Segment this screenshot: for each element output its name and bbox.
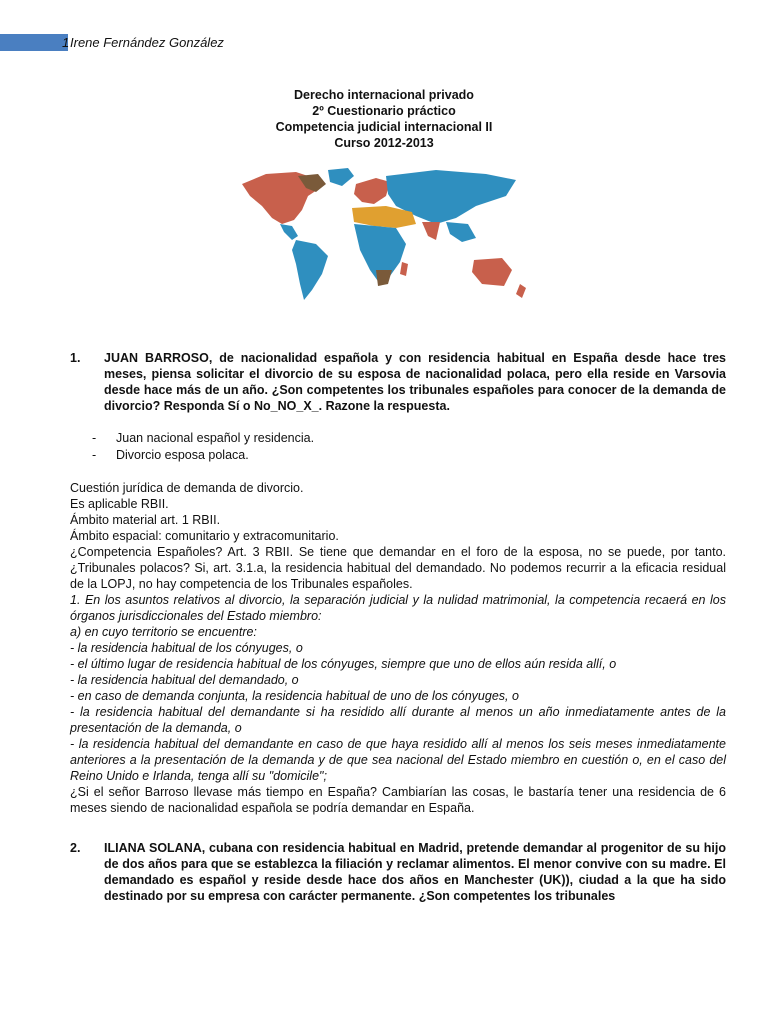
map-australia: [472, 258, 512, 286]
title-line-questionnaire: 2º Cuestionario práctico: [312, 104, 456, 118]
body-line: ¿Competencia Españoles? Art. 3 RBII. Se tiene que demandar en el foro de la esposa, no se puede, por tanto. ¿Tribunales polacos? Si, art. 3.1.a, la residencia habitual del demandado. No podemos recurrir a la eficacia residual de la LOPJ, no hay competencia de los Tribunales españoles.: [70, 545, 726, 591]
body-line-quote: - la residencia habitual de los cónyuges, o: [70, 641, 303, 655]
question-1-number: 1.: [70, 351, 81, 365]
map-india: [422, 222, 440, 240]
map-se-asia: [446, 222, 476, 242]
body-line-quote: - la residencia habitual del demandante si ha residido allí durante al menos un año inmediatamente antes de la presentación de la demanda, o: [70, 705, 726, 735]
map-southern-africa: [376, 270, 392, 286]
map-south-america: [292, 240, 328, 300]
header-accent-bar: [0, 34, 68, 51]
map-new-zealand: [516, 284, 526, 298]
body-line: ¿Si el señor Barroso llevase más tiempo en España? Cambiarían las cosas, le bastaría tener una residencia de 6 meses siendo de nacionalidad española se podría demandar en España.: [70, 785, 726, 815]
body-line: Ámbito espacial: comunitario y extracomunitario.: [70, 529, 339, 543]
question-2-number: 2.: [70, 841, 81, 855]
body-line: Ámbito material art. 1 RBII.: [70, 513, 221, 527]
question-2-text: ILIANA SOLANA, cubana con residencia habitual en Madrid, pretende demandar al progenitor de su hijo de dos años para que se establezca la filiación y reclamar alimentos. El menor convive con su madre. El demandado es español y reside desde hace dos años en Manchester (UK)), ciudad a la que ha sido destinado por su empresa con carácter permanente. ¿Son competentes los tribunales: [104, 841, 726, 903]
page-number: 1: [62, 35, 70, 50]
question-2: [70, 840, 726, 904]
question-1-text: JUAN BARROSO, de nacionalidad española y con residencia habitual en España desde hace tres meses, piensa solicitar el divorcio de su esposa de nacionalidad polaca, pero ella reside en Varsovia desde hace más de un año. ¿Son competentes los tribunales españoles para conocer de la demanda de divorcio? Responda Sí o No_NO_X_. Razone la respuesta.: [104, 351, 726, 413]
body-line-quote: - el último lugar de residencia habitual de los cónyuges, siempre que uno de ellos aún resida allí, o: [70, 657, 617, 671]
map-greenland: [328, 168, 354, 186]
world-map-image: [236, 166, 532, 306]
author-name: Irene Fernández González: [70, 35, 224, 50]
body-line: Cuestión jurídica de demanda de divorcio.: [70, 481, 304, 495]
answer-body: [70, 480, 726, 816]
body-line: Es aplicable RBII.: [70, 497, 169, 511]
map-central-america: [280, 224, 298, 240]
map-europe: [354, 178, 390, 204]
question-1: [70, 350, 726, 414]
bullet-item: - Divorcio esposa polaca.: [92, 447, 314, 464]
body-line-quote: 1. En los asuntos relativos al divorcio, la separación judicial y la nulidad matrimonial, la competencia recaerá en los órganos jurisdiccionales del Estado miembro:: [70, 593, 726, 623]
body-line-quote: - en caso de demanda conjunta, la residencia habitual de uno de los cónyuges, o: [70, 689, 519, 703]
map-madagascar: [400, 262, 408, 276]
bullet-list: [92, 430, 314, 464]
title-line-course: Derecho internacional privado: [294, 88, 474, 102]
body-line-quote: a) en cuyo territorio se encuentre:: [70, 625, 257, 639]
bullet-item: - Juan nacional español y residencia.: [92, 430, 314, 447]
document-title: [0, 87, 768, 151]
body-line-quote: - la residencia habitual del demandado, o: [70, 673, 299, 687]
title-line-topic: Competencia judicial internacional II: [275, 120, 493, 134]
body-line-quote: - la residencia habitual del demandante en caso de que haya residido allí al menos los seis meses inmediatamente anteriores a la presentación de la demanda y de que sea nacional del Estado miembro en cuestión o, en el caso del Reino Unido e Irlanda, tenga allí su "domicile";: [70, 737, 726, 783]
title-line-year: Curso 2012-2013: [334, 136, 434, 150]
